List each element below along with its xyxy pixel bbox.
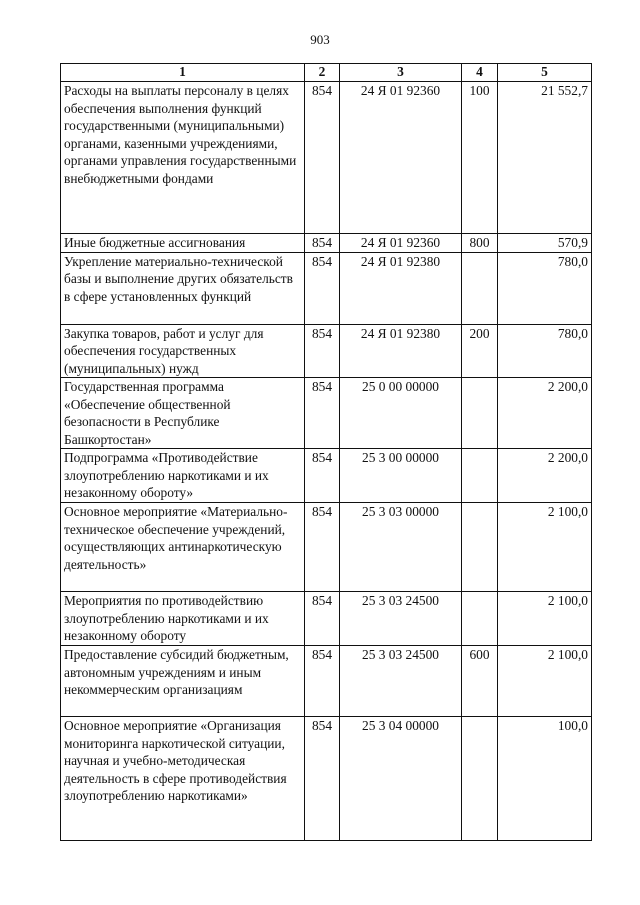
row-amount: 2 200,0 (498, 449, 592, 503)
table-row (61, 449, 592, 503)
row-name: Укрепление материально-технической базы и выполнение других обязательств в сфере установленных функций (61, 252, 305, 324)
row-name: Расходы на выплаты персоналу в целях обеспечения выполнения функций государственными (муниципальными) органами, казенными учреждениями, органами управления государственными внебюджетными фондами (61, 82, 305, 234)
row-grbs-code: 854 (305, 717, 340, 841)
header-col-5: 5 (498, 64, 592, 82)
row-name: Государственная программа «Обеспечение общественной безопасности в Республике Башкортостан» (61, 378, 305, 449)
table-row (61, 378, 592, 449)
row-expense-type (462, 449, 498, 503)
row-grbs-code: 854 (305, 378, 340, 449)
row-amount: 2 100,0 (498, 503, 592, 592)
row-target-article: 24 Я 01 92360 (340, 234, 462, 253)
row-expense-type (462, 717, 498, 841)
row-target-article: 25 0 00 00000 (340, 378, 462, 449)
header-col-1: 1 (61, 64, 305, 82)
row-expense-type: 800 (462, 234, 498, 253)
row-name: Иные бюджетные ассигнования (61, 234, 305, 253)
row-amount: 2 200,0 (498, 378, 592, 449)
row-target-article: 25 3 03 24500 (340, 592, 462, 646)
row-grbs-code: 854 (305, 252, 340, 324)
row-expense-type (462, 378, 498, 449)
row-name: Подпрограмма «Противодействие злоупотреблению наркотиками и их незаконному обороту» (61, 449, 305, 503)
row-name: Основное мероприятие «Организация мониторинга наркотической ситуации, научная и учебно-методическая деятельность в сфере противодействия злоупотреблению наркотиками» (61, 717, 305, 841)
table-row (61, 324, 592, 378)
page-number: 903 (310, 32, 330, 47)
row-expense-type (462, 252, 498, 324)
table-row (61, 646, 592, 717)
row-target-article: 24 Я 01 92360 (340, 82, 462, 234)
row-amount: 780,0 (498, 324, 592, 378)
row-expense-type: 200 (462, 324, 498, 378)
table-row (61, 503, 592, 592)
header-col-2: 2 (305, 64, 340, 82)
row-expense-type (462, 592, 498, 646)
table-header-row (61, 64, 592, 82)
table-row (61, 252, 592, 324)
row-grbs-code: 854 (305, 449, 340, 503)
row-name: Закупка товаров, работ и услуг для обеспечения государственных (муниципальных) нужд (61, 324, 305, 378)
budget-table (60, 63, 592, 841)
row-amount: 570,9 (498, 234, 592, 253)
row-grbs-code: 854 (305, 82, 340, 234)
row-expense-type (462, 503, 498, 592)
header-col-4: 4 (462, 64, 498, 82)
row-amount: 2 100,0 (498, 592, 592, 646)
table-row (61, 717, 592, 841)
row-target-article: 24 Я 01 92380 (340, 252, 462, 324)
row-target-article: 24 Я 01 92380 (340, 324, 462, 378)
row-name: Основное мероприятие «Материально-техническое обеспечение учреждений, осуществляющих антинаркотическую деятельность» (61, 503, 305, 592)
table-row (61, 82, 592, 234)
row-amount: 21 552,7 (498, 82, 592, 234)
row-grbs-code: 854 (305, 646, 340, 717)
row-grbs-code: 854 (305, 234, 340, 253)
row-target-article: 25 3 03 24500 (340, 646, 462, 717)
row-target-article: 25 3 00 00000 (340, 449, 462, 503)
row-grbs-code: 854 (305, 592, 340, 646)
table-row (61, 592, 592, 646)
row-expense-type: 100 (462, 82, 498, 234)
row-grbs-code: 854 (305, 503, 340, 592)
row-name: Предоставление субсидий бюджетным, автономным учреждениям и иным некоммерческим организациям (61, 646, 305, 717)
row-amount: 100,0 (498, 717, 592, 841)
table-row (61, 234, 592, 253)
row-target-article: 25 3 04 00000 (340, 717, 462, 841)
row-amount: 780,0 (498, 252, 592, 324)
row-grbs-code: 854 (305, 324, 340, 378)
row-name: Мероприятия по противодействию злоупотреблению наркотиками и их незаконному обороту (61, 592, 305, 646)
row-amount: 2 100,0 (498, 646, 592, 717)
header-col-3: 3 (340, 64, 462, 82)
row-expense-type: 600 (462, 646, 498, 717)
row-target-article: 25 3 03 00000 (340, 503, 462, 592)
